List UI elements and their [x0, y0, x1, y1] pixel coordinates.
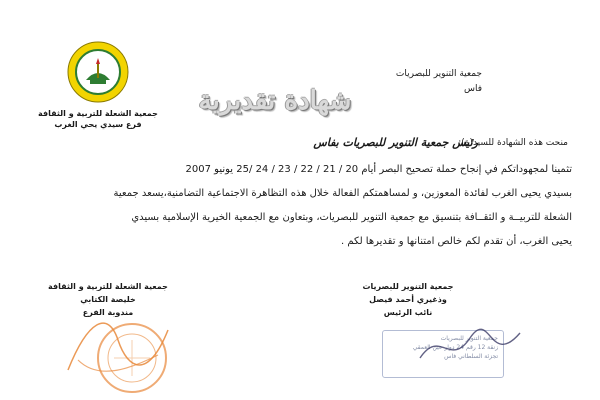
sig-left-name: خليصة الكتابي [80, 295, 136, 304]
sig-right-role: نائب الرئيس [383, 308, 433, 317]
org-right-name: جمعية التنوير للبصريات [395, 69, 482, 79]
org-left-name: جمعية الشعلة للتربية و الثقافة [38, 109, 158, 118]
stamp-right-org: جمعية التنوير للبصريات [440, 335, 498, 342]
sig-left-role: مندوبة الفرع [82, 308, 134, 317]
body-line-2: بسيدي يحيى الغرب لفائدة المعوزين، و لمساهمتكم الفعالة خلال هذه التظاهرة الاجتماعية التضامنية،يسعد جمعية [113, 188, 572, 199]
body-line-3: الشعلة للتربيــة و الثقــافة بتنسيق مع جمعية التنوير للبصريات، وبتعاون مع الجمعية الخيرية الإسلامية بسيدي [131, 212, 572, 223]
granted-label: منحت هذه الشهادة للسيد(ة): [458, 138, 568, 148]
org-right-city: فاس [463, 84, 482, 94]
body-line-1: تثمينا لمجهوداتكم في إنجاح حملة تصحيح البصر أيام 20 / 21 / 22 / 23 / 24 /25 يونيو 2007 [185, 164, 572, 175]
sig-right-org: جمعية التنوير للبصريات [362, 282, 454, 291]
handwritten-signature-left [58, 300, 178, 390]
certificate-title: شهادة تقديرية [198, 86, 352, 116]
sig-right-name: وذغيري أحمد فيصل [369, 295, 447, 304]
org-left-branch: فرع سيدي يحي الغرب [54, 120, 142, 129]
org-left-header [28, 108, 168, 130]
signature-block-right [348, 280, 468, 319]
stamp-right-city: تجزئة السلطاني فاس [444, 353, 498, 360]
org-right-header [396, 67, 482, 97]
sig-left-org: جمعية الشعلة للتربية و الثقافة [48, 282, 168, 291]
handwritten-signature-right [410, 318, 530, 378]
recipient-name: رئيس جمعية التنوير للبصريات بفاس [313, 136, 478, 149]
organization-logo [66, 40, 130, 104]
stamp-right-address: زنقة 12 رقم 24 دوار عين العمقي [412, 344, 498, 351]
body-line-4: يحيى الغرب، أن تقدم لكم خالص امتنانها و تقديرها لكم . [341, 236, 572, 247]
